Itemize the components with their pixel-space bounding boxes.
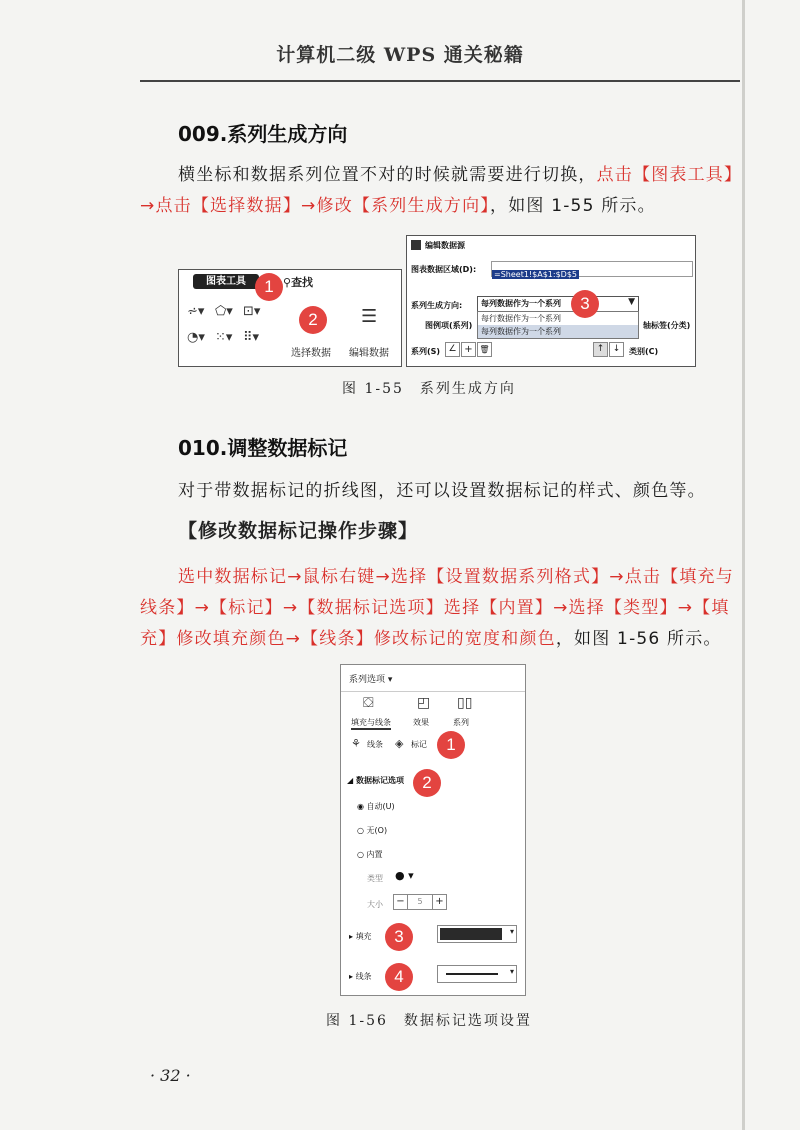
legend-series-label: 图例项(系列) (425, 321, 473, 330)
line-icon: ⚘ (351, 737, 361, 750)
callout-badge-2: 2 (413, 769, 441, 797)
callout-badge-3: 3 (571, 290, 599, 318)
radio-empty-icon: ○ (357, 826, 364, 835)
radio-builtin-label: 内置 (366, 850, 383, 859)
plus-icon: + (435, 896, 444, 907)
divider (341, 691, 525, 692)
radio-none[interactable] (357, 825, 387, 836)
option-by-column[interactable]: 每列数据作为一个系列 (478, 325, 638, 338)
series-bars-icon: ▯▯ (457, 695, 473, 711)
running-header: 计算机二级 WPS 通关秘籍 (276, 44, 524, 66)
section-010-heading: 010.调整数据标记 (178, 436, 348, 460)
marker-icon: ◈ (395, 737, 404, 750)
range-value: =Sheet1!$A$1:$D$5 (494, 270, 577, 279)
line-style-picker[interactable] (437, 965, 517, 983)
chart-pie-icon[interactable]: ◔▾ (187, 330, 205, 345)
callout-badge-4: 4 (385, 963, 413, 991)
category-label: 类别(C) (629, 347, 659, 356)
dialog-app-icon (411, 240, 421, 250)
edit-series-button[interactable] (445, 342, 460, 357)
series-label: 系列(S) (411, 347, 441, 356)
chart-scatter-icon[interactable]: ⁙▾ (215, 330, 233, 345)
edit-icon: ∠ (448, 344, 457, 354)
callout-badge-1: 1 (255, 273, 283, 301)
chart-line-icon[interactable]: ⩫▾ (187, 304, 205, 319)
add-series-button[interactable] (461, 342, 476, 357)
direction-dropdown (477, 311, 639, 339)
chevron-down-icon: ▾ (387, 675, 393, 685)
steps-title: 【修改数据标记操作步骤】 (178, 520, 419, 542)
chevron-down-icon: ▼ (628, 297, 635, 307)
line-label: 线条 (355, 972, 372, 981)
figure-1-56-caption: 图 1-56 数据标记选项设置 (326, 1013, 532, 1029)
radio-empty-icon: ○ (357, 850, 364, 859)
direction-label: 系列生成方向: (411, 301, 463, 310)
size-label: 大小 (367, 900, 383, 909)
fill-color-picker[interactable] (437, 925, 517, 943)
chevron-down-icon: ▾ (509, 967, 514, 976)
marker-options-label: 数据标记选项 (355, 776, 404, 785)
edit-data-icon: ☰ (361, 306, 378, 327)
radio-builtin[interactable] (357, 849, 383, 860)
size-increase-button[interactable] (432, 894, 447, 910)
option-by-row[interactable]: 每行数据作为一个系列 (481, 314, 561, 323)
steps-text-end: ，如图 1-56 所示。 (555, 629, 722, 649)
circle-marker-icon: ● (395, 869, 405, 882)
move-up-button[interactable] (593, 342, 608, 357)
ribbon-screenshot (178, 269, 402, 367)
search-label: 查找 (291, 276, 314, 289)
line-section[interactable] (349, 971, 372, 982)
section-009-paragraph (140, 160, 740, 222)
tab-series[interactable]: 系列 (453, 718, 469, 727)
axis-category-label: 轴标签(分类) (643, 321, 691, 330)
range-label: 图表数据区域(D): (411, 265, 477, 274)
edit-data-button[interactable]: 编辑数据 (349, 348, 389, 359)
callout-badge-3: 3 (385, 923, 413, 951)
delete-series-button[interactable] (477, 342, 492, 357)
type-label: 类型 (367, 874, 383, 883)
size-input[interactable]: 5 (407, 894, 433, 910)
minus-icon: − (396, 896, 405, 907)
size-decrease-button[interactable] (393, 894, 408, 910)
chevron-down-icon: ▾ (509, 927, 514, 936)
radio-none-label: 无(O) (366, 826, 388, 835)
range-input[interactable] (491, 261, 693, 277)
tab-fill-line[interactable]: 填充与线条 (351, 717, 391, 730)
search-icon: ⚲ (283, 276, 292, 289)
direction-value: 每列数据作为一个系列 (481, 299, 561, 308)
move-down-button[interactable] (609, 342, 624, 357)
search-button[interactable] (283, 274, 313, 290)
figure-1-56-format-pane (340, 664, 526, 996)
series-options-dropdown[interactable] (349, 673, 411, 687)
dialog-title: 编辑数据源 (425, 241, 465, 250)
direction-select[interactable] (477, 296, 639, 312)
plus-icon: + (464, 344, 473, 355)
fill-section[interactable] (349, 931, 372, 942)
para-text: 横坐标和数据系列位置不对的时候就需要进行切换， (178, 165, 597, 185)
chart-bubble-icon[interactable]: ⠿▾ (243, 330, 260, 345)
para-text-end: ，如图 1-55 所示。 (490, 196, 656, 216)
chart-radar-icon[interactable]: ⬠▾ (215, 304, 233, 319)
figure-1-55-caption: 图 1-55 系列生成方向 (342, 381, 516, 397)
arrow-up-icon: ↑ (596, 344, 605, 354)
fill-bucket-icon: ⛋ (363, 695, 374, 711)
edit-data-source-dialog (406, 235, 696, 367)
para-steps: 点击【图表工具】→点击【选择数据】→修改【系列生成方向】 (140, 165, 734, 216)
chart-area-icon[interactable]: ⊡▾ (243, 304, 261, 319)
callout-badge-2: 2 (299, 306, 327, 334)
effects-icon: ◰ (417, 695, 431, 711)
radio-auto[interactable] (357, 801, 395, 812)
marker-type-select[interactable] (395, 869, 414, 882)
marker-options-section[interactable] (347, 775, 404, 786)
section-009-heading: 009.系列生成方向 (178, 122, 348, 146)
triangle-down-icon: ◢ (347, 776, 354, 785)
arrow-down-icon: ↓ (612, 344, 621, 354)
section-010-paragraph: 对于带数据标记的折线图，还可以设置数据标记的样式、颜色等。 (178, 481, 706, 501)
page-edge-shadow (742, 0, 745, 1130)
steps-paragraph (140, 562, 740, 655)
tab-effects[interactable]: 效果 (413, 718, 429, 727)
chart-tools-tab[interactable]: 图表工具 (193, 274, 259, 289)
fill-color-swatch (440, 928, 502, 940)
radio-auto-label: 自动(U) (366, 802, 395, 811)
page-number: · 32 · (150, 1066, 191, 1085)
triangle-right-icon: ▸ (349, 972, 354, 981)
callout-badge-1: 1 (437, 731, 465, 759)
line-style-swatch (446, 973, 498, 975)
trash-icon: 🗑 (479, 345, 490, 354)
header-rule (140, 80, 740, 82)
triangle-right-icon: ▸ (349, 932, 354, 941)
subtab-line[interactable]: 线条 (367, 740, 383, 749)
steps-text: 选中数据标记→鼠标右键→选择【设置数据系列格式】→点击【填充与线条】→【标记】→【数据标记选项】选择【内置】→选择【类型】→【填充】修改填充颜色→【线条】修改标记的宽度和颜色 (140, 567, 734, 649)
subtab-marker[interactable]: 标记 (411, 740, 427, 749)
radio-selected-icon: ◉ (357, 802, 364, 811)
select-data-button[interactable]: 选择数据 (291, 348, 331, 359)
series-options-label: 系列选项 (349, 675, 386, 685)
fill-label: 填充 (355, 932, 372, 941)
chevron-down-icon: ▾ (408, 869, 414, 882)
figure-1-55 (178, 235, 696, 367)
